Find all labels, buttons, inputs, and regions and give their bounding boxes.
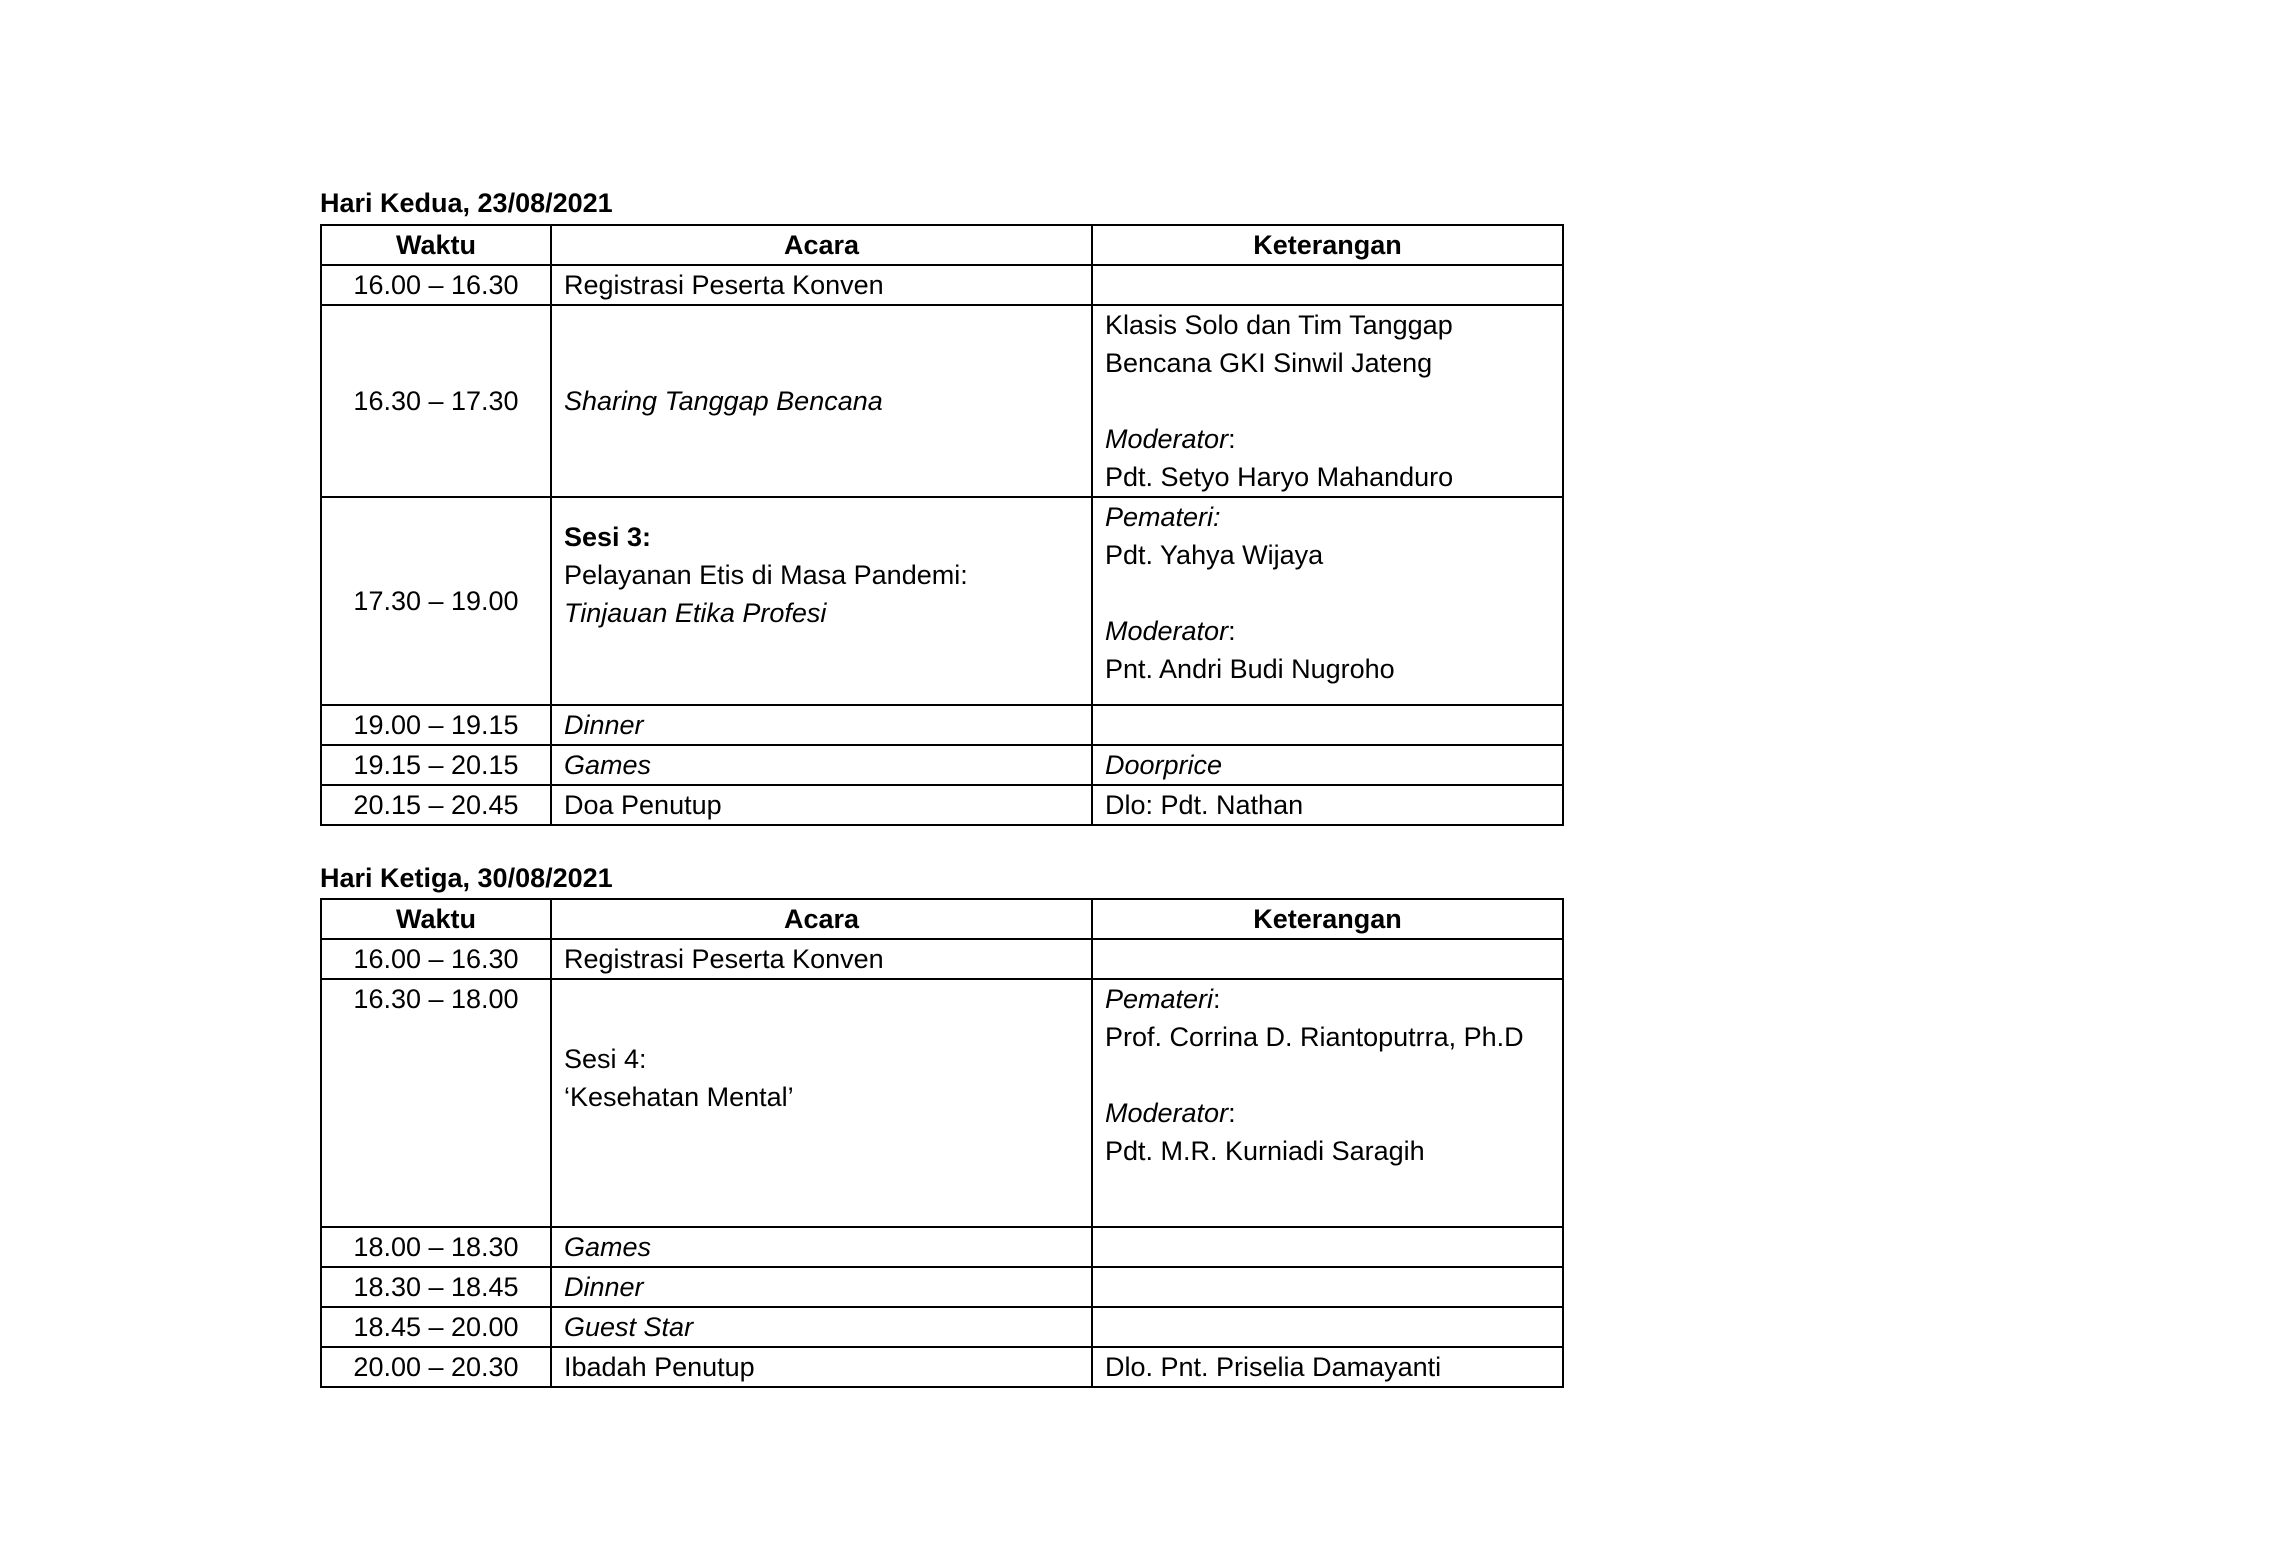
day2-title: Hari Kedua, 23/08/2021 bbox=[320, 188, 613, 218]
notes-cell bbox=[1092, 1227, 1563, 1267]
header-notes: Keterangan bbox=[1092, 225, 1563, 265]
event-cell: Registrasi Peserta Konven bbox=[551, 265, 1092, 305]
session-label: Sesi 4: bbox=[564, 1044, 647, 1074]
notes-line: Bencana GKI Sinwil Jateng bbox=[1105, 348, 1433, 378]
speaker-name: Prof. Corrina D. Riantoputrra, Ph.D bbox=[1105, 1022, 1524, 1052]
header-notes: Keterangan bbox=[1092, 899, 1563, 939]
time-cell: 19.15 – 20.15 bbox=[321, 745, 551, 785]
table-row bbox=[321, 1267, 1563, 1307]
time-cell: 16.30 – 18.00 bbox=[321, 979, 551, 1227]
day3-title: Hari Ketiga, 30/08/2021 bbox=[320, 863, 613, 893]
event-cell bbox=[551, 979, 1092, 1227]
speaker-line: Pemateri: bbox=[1105, 984, 1221, 1014]
time-cell: 16.00 – 16.30 bbox=[321, 939, 551, 979]
time-cell: 20.00 – 20.30 bbox=[321, 1347, 551, 1387]
event-title: Sharing Tanggap Bencana bbox=[564, 386, 883, 416]
moderator-line: Moderator: bbox=[1105, 616, 1236, 646]
speaker-label: Pemateri: bbox=[1105, 502, 1221, 532]
speaker-name: Pdt. Yahya Wijaya bbox=[1105, 540, 1324, 570]
event-cell bbox=[551, 497, 1092, 705]
event-cell: Dinner bbox=[551, 1267, 1092, 1307]
event-cell bbox=[551, 305, 1092, 497]
event-cell: Doa Penutup bbox=[551, 785, 1092, 825]
event-cell: Ibadah Penutup bbox=[551, 1347, 1092, 1387]
table-row bbox=[321, 705, 1563, 745]
table-header-row bbox=[321, 899, 1563, 939]
event-subtitle: Tinjauan Etika Profesi bbox=[564, 598, 827, 628]
notes-cell bbox=[1092, 497, 1563, 705]
time-cell: 16.30 – 17.30 bbox=[321, 305, 551, 497]
day2-schedule-table bbox=[320, 224, 1564, 826]
header-event: Acara bbox=[551, 899, 1092, 939]
time-cell: 18.45 – 20.00 bbox=[321, 1307, 551, 1347]
event-cell: Dinner bbox=[551, 705, 1092, 745]
table-row bbox=[321, 939, 1563, 979]
moderator-name: Pdt. M.R. Kurniadi Saragih bbox=[1105, 1136, 1425, 1166]
notes-cell bbox=[1092, 939, 1563, 979]
table-row bbox=[321, 1307, 1563, 1347]
header-time: Waktu bbox=[321, 899, 551, 939]
time-cell: 18.30 – 18.45 bbox=[321, 1267, 551, 1307]
time-cell: 16.00 – 16.30 bbox=[321, 265, 551, 305]
moderator-name: Pdt. Setyo Haryo Mahanduro bbox=[1105, 462, 1454, 492]
header-time: Waktu bbox=[321, 225, 551, 265]
event-title: Pelayanan Etis di Masa Pandemi: bbox=[564, 560, 968, 590]
notes-cell bbox=[1092, 1267, 1563, 1307]
table-row bbox=[321, 497, 1563, 705]
notes-cell: Dlo: Pdt. Nathan bbox=[1092, 785, 1563, 825]
notes-cell bbox=[1092, 705, 1563, 745]
table-row bbox=[321, 265, 1563, 305]
event-cell: Guest Star bbox=[551, 1307, 1092, 1347]
time-cell: 20.15 – 20.45 bbox=[321, 785, 551, 825]
table-row bbox=[321, 785, 1563, 825]
notes-cell bbox=[1092, 265, 1563, 305]
header-event: Acara bbox=[551, 225, 1092, 265]
moderator-name: Pnt. Andri Budi Nugroho bbox=[1105, 654, 1395, 684]
moderator-label: Moderator bbox=[1105, 1098, 1229, 1128]
session-label: Sesi 3: bbox=[564, 522, 652, 552]
moderator-line: Moderator: bbox=[1105, 1098, 1236, 1128]
table-row bbox=[321, 305, 1563, 497]
notes-cell bbox=[1092, 1307, 1563, 1347]
moderator-line: Moderator: bbox=[1105, 424, 1236, 454]
speaker-label: Pemateri bbox=[1105, 984, 1214, 1014]
table-row bbox=[321, 745, 1563, 785]
notes-cell: Dlo. Pnt. Priselia Damayanti bbox=[1092, 1347, 1563, 1387]
moderator-label: Moderator bbox=[1105, 616, 1229, 646]
notes-cell: Doorprice bbox=[1092, 745, 1563, 785]
notes-line: Klasis Solo dan Tim Tanggap bbox=[1105, 310, 1453, 340]
notes-cell bbox=[1092, 979, 1563, 1227]
time-cell: 18.00 – 18.30 bbox=[321, 1227, 551, 1267]
event-cell: Registrasi Peserta Konven bbox=[551, 939, 1092, 979]
event-cell: Games bbox=[551, 1227, 1092, 1267]
moderator-label: Moderator bbox=[1105, 424, 1229, 454]
time-cell: 17.30 – 19.00 bbox=[321, 497, 551, 705]
time-cell: 19.00 – 19.15 bbox=[321, 705, 551, 745]
day3-schedule-table bbox=[320, 898, 1564, 1388]
table-header-row bbox=[321, 225, 1563, 265]
table-row bbox=[321, 1347, 1563, 1387]
event-title: ‘Kesehatan Mental’ bbox=[564, 1082, 794, 1112]
notes-cell bbox=[1092, 305, 1563, 497]
table-row bbox=[321, 979, 1563, 1227]
table-row bbox=[321, 1227, 1563, 1267]
event-cell: Games bbox=[551, 745, 1092, 785]
